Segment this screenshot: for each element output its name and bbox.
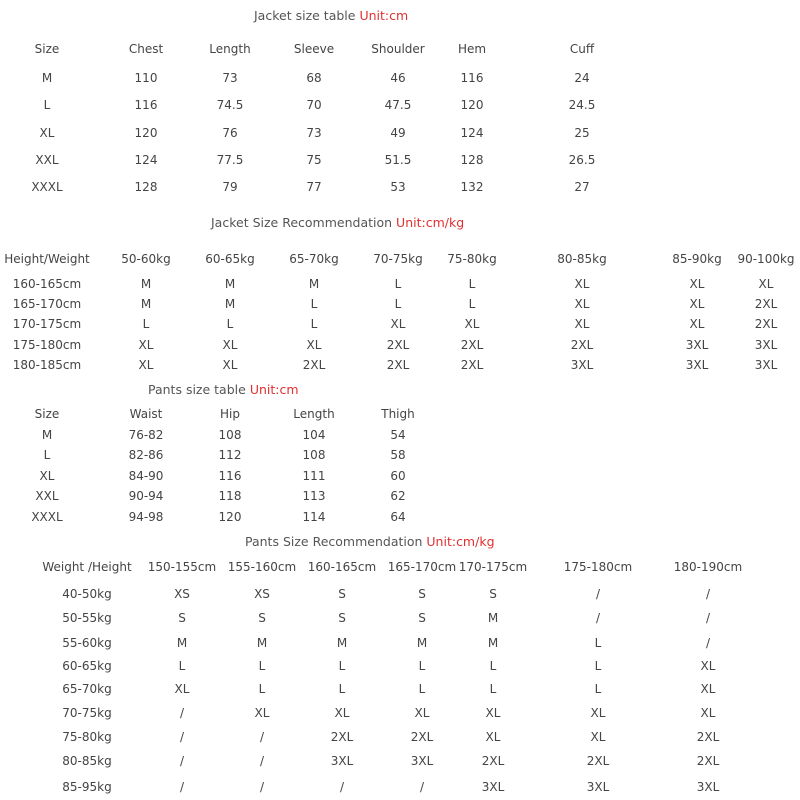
table-cell: / bbox=[705, 636, 711, 650]
column-header: Size bbox=[34, 42, 60, 56]
table-cell: L bbox=[142, 317, 150, 331]
table-cell: 120 bbox=[218, 510, 242, 524]
table-cell: 74.5 bbox=[216, 98, 244, 112]
column-header: 150-155cm bbox=[147, 560, 217, 574]
column-header: 70-75kg bbox=[373, 252, 423, 266]
table-cell: M bbox=[487, 611, 499, 625]
table-cell: 47.5 bbox=[384, 98, 412, 112]
table-cell: 104 bbox=[302, 428, 326, 442]
table-cell: 3XL bbox=[570, 358, 594, 372]
row-header: XXXL bbox=[31, 510, 63, 524]
table-cell: 2XL bbox=[302, 358, 326, 372]
table-cell: 108 bbox=[218, 428, 242, 442]
table-cell: L bbox=[594, 659, 602, 673]
table-cell: 2XL bbox=[386, 358, 410, 372]
row-header: 85-95kg bbox=[62, 780, 112, 794]
table-cell: L bbox=[489, 682, 497, 696]
table-cell: / bbox=[179, 780, 185, 794]
table-cell: 58 bbox=[390, 448, 406, 462]
table-cell: 79 bbox=[222, 180, 238, 194]
column-header: Length bbox=[209, 42, 251, 56]
table-cell: 3XL bbox=[754, 338, 778, 352]
table-cell: 64 bbox=[390, 510, 406, 524]
table-cell: M bbox=[256, 636, 268, 650]
row-header: 55-60kg bbox=[62, 636, 112, 650]
table-cell: XL bbox=[138, 358, 154, 372]
table-cell: 132 bbox=[460, 180, 484, 194]
table-cell: L bbox=[468, 297, 476, 311]
column-header: 60-65kg bbox=[205, 252, 255, 266]
table-cell: 3XL bbox=[410, 754, 434, 768]
table-cell: XL bbox=[574, 277, 590, 291]
row-header: 40-50kg bbox=[62, 587, 112, 601]
table-cell: XL bbox=[254, 706, 270, 720]
row-header: L bbox=[43, 448, 51, 462]
table-cell: XL bbox=[574, 297, 590, 311]
table-cell: 49 bbox=[390, 126, 406, 140]
table-cell: M bbox=[224, 297, 236, 311]
column-header: Hip bbox=[220, 407, 240, 421]
table-cell: 2XL bbox=[586, 754, 610, 768]
table-cell: XL bbox=[574, 317, 590, 331]
column-header: 170-175cm bbox=[458, 560, 528, 574]
table-cell: 46 bbox=[390, 71, 406, 85]
table-cell: 124 bbox=[134, 153, 158, 167]
table-cell: / bbox=[595, 587, 601, 601]
table-cell: 3XL bbox=[481, 780, 505, 794]
column-header: 50-60kg bbox=[121, 252, 171, 266]
column-header: 90-100kg bbox=[737, 252, 795, 266]
table-cell: XL bbox=[758, 277, 774, 291]
table-cell: XL bbox=[390, 317, 406, 331]
table-cell: 128 bbox=[460, 153, 484, 167]
table-cell: L bbox=[226, 317, 234, 331]
table-cell: S bbox=[338, 611, 346, 625]
table-cell: / bbox=[705, 611, 711, 625]
table-cell: 76 bbox=[222, 126, 238, 140]
row-header: L bbox=[43, 98, 51, 112]
table-cell: XL bbox=[700, 659, 716, 673]
unit-label: Unit:cm/kg bbox=[396, 215, 465, 230]
table-cell: S bbox=[418, 587, 426, 601]
table-cell: L bbox=[418, 682, 426, 696]
table-cell: 94-98 bbox=[128, 510, 164, 524]
column-header: 155-160cm bbox=[227, 560, 297, 574]
title-text: Pants Size Recommendation bbox=[245, 534, 423, 549]
table-cell: 2XL bbox=[754, 297, 778, 311]
column-header: 180-190cm bbox=[673, 560, 743, 574]
table-cell: 116 bbox=[460, 71, 484, 85]
table-cell: 2XL bbox=[460, 358, 484, 372]
jacket-size-table-title bbox=[254, 8, 408, 23]
table-cell: 3XL bbox=[330, 754, 354, 768]
table-cell: 70 bbox=[306, 98, 322, 112]
title-text: Pants size table bbox=[148, 382, 246, 397]
table-cell: 77.5 bbox=[216, 153, 244, 167]
table-cell: 120 bbox=[134, 126, 158, 140]
table-cell: 62 bbox=[390, 489, 406, 503]
table-cell: 2XL bbox=[570, 338, 594, 352]
table-cell: 73 bbox=[222, 71, 238, 85]
table-cell: 51.5 bbox=[384, 153, 412, 167]
row-header: 50-55kg bbox=[62, 611, 112, 625]
column-header: Height/Weight bbox=[4, 252, 90, 266]
column-header: 160-165cm bbox=[307, 560, 377, 574]
unit-label: Unit:cm bbox=[249, 382, 299, 397]
column-header: 175-180cm bbox=[563, 560, 633, 574]
row-header: 75-80kg bbox=[62, 730, 112, 744]
row-header: 170-175cm bbox=[12, 317, 82, 331]
table-cell: XL bbox=[334, 706, 350, 720]
table-cell: 120 bbox=[460, 98, 484, 112]
table-cell: XL bbox=[138, 338, 154, 352]
column-header: Thigh bbox=[381, 407, 415, 421]
table-cell: 2XL bbox=[460, 338, 484, 352]
table-cell: L bbox=[594, 682, 602, 696]
column-header: Sleeve bbox=[293, 42, 335, 56]
table-cell: M bbox=[308, 277, 320, 291]
table-cell: 3XL bbox=[685, 338, 709, 352]
row-header: XXL bbox=[35, 489, 59, 503]
column-header: 165-170cm bbox=[387, 560, 457, 574]
table-cell: 3XL bbox=[586, 780, 610, 794]
row-header: M bbox=[41, 428, 53, 442]
table-cell: XS bbox=[254, 587, 270, 601]
column-header: Waist bbox=[129, 407, 163, 421]
table-cell: 60 bbox=[390, 469, 406, 483]
table-cell: L bbox=[258, 659, 266, 673]
table-cell: M bbox=[140, 277, 152, 291]
table-cell: XL bbox=[414, 706, 430, 720]
title-text: Jacket Size Recommendation bbox=[211, 215, 393, 230]
pants-size-recommendation-title bbox=[245, 534, 495, 549]
table-cell: M bbox=[176, 636, 188, 650]
table-cell: S bbox=[338, 587, 346, 601]
table-cell: 112 bbox=[218, 448, 242, 462]
table-cell: 24.5 bbox=[568, 98, 596, 112]
table-cell: L bbox=[418, 659, 426, 673]
table-cell: XS bbox=[174, 587, 190, 601]
table-cell: XL bbox=[222, 358, 238, 372]
table-cell: XL bbox=[464, 317, 480, 331]
table-cell: 2XL bbox=[410, 730, 434, 744]
column-header: Shoulder bbox=[371, 42, 425, 56]
row-header: XL bbox=[39, 469, 55, 483]
table-cell: XL bbox=[485, 730, 501, 744]
table-cell: 113 bbox=[302, 489, 326, 503]
table-cell: XL bbox=[306, 338, 322, 352]
table-cell: / bbox=[259, 754, 265, 768]
table-cell: 128 bbox=[134, 180, 158, 194]
table-cell: S bbox=[418, 611, 426, 625]
table-cell: / bbox=[339, 780, 345, 794]
table-cell: XL bbox=[689, 317, 705, 331]
table-cell: M bbox=[336, 636, 348, 650]
table-cell: 77 bbox=[306, 180, 322, 194]
table-cell: 3XL bbox=[685, 358, 709, 372]
table-cell: 124 bbox=[460, 126, 484, 140]
table-cell: 114 bbox=[302, 510, 326, 524]
row-header: 70-75kg bbox=[62, 706, 112, 720]
jacket-size-recommendation-title bbox=[211, 215, 464, 230]
table-cell: S bbox=[258, 611, 266, 625]
table-cell: L bbox=[178, 659, 186, 673]
column-header: Weight /Height bbox=[42, 560, 132, 574]
table-cell: 84-90 bbox=[128, 469, 164, 483]
column-header: Hem bbox=[457, 42, 487, 56]
table-cell: XL bbox=[689, 277, 705, 291]
table-cell: L bbox=[258, 682, 266, 696]
table-cell: / bbox=[259, 780, 265, 794]
table-cell: L bbox=[310, 297, 318, 311]
row-header: XL bbox=[39, 126, 55, 140]
table-cell: 26.5 bbox=[568, 153, 596, 167]
row-header: M bbox=[41, 71, 53, 85]
unit-label: Unit:cm/kg bbox=[426, 534, 495, 549]
table-cell: 82-86 bbox=[128, 448, 164, 462]
row-header: 65-70kg bbox=[62, 682, 112, 696]
table-cell: 118 bbox=[218, 489, 242, 503]
table-cell: XL bbox=[689, 297, 705, 311]
table-cell: 54 bbox=[390, 428, 406, 442]
table-cell: XL bbox=[485, 706, 501, 720]
unit-label: Unit:cm bbox=[359, 8, 409, 23]
table-cell: XL bbox=[174, 682, 190, 696]
table-cell: 2XL bbox=[330, 730, 354, 744]
table-cell: / bbox=[419, 780, 425, 794]
table-cell: 2XL bbox=[386, 338, 410, 352]
table-cell: L bbox=[338, 659, 346, 673]
column-header: Cuff bbox=[569, 42, 595, 56]
table-cell: M bbox=[224, 277, 236, 291]
table-cell: S bbox=[178, 611, 186, 625]
table-cell: XL bbox=[222, 338, 238, 352]
table-cell: XL bbox=[700, 682, 716, 696]
row-header: 180-185cm bbox=[12, 358, 82, 372]
table-cell: L bbox=[594, 636, 602, 650]
table-cell: / bbox=[595, 611, 601, 625]
table-cell: L bbox=[310, 317, 318, 331]
pants-size-table-title bbox=[148, 382, 299, 397]
table-cell: XL bbox=[590, 706, 606, 720]
row-header: 175-180cm bbox=[12, 338, 82, 352]
table-cell: / bbox=[179, 754, 185, 768]
column-header: Length bbox=[293, 407, 335, 421]
table-cell: L bbox=[489, 659, 497, 673]
table-cell: 27 bbox=[574, 180, 590, 194]
table-cell: / bbox=[705, 587, 711, 601]
table-cell: 53 bbox=[390, 180, 406, 194]
row-header: XXXL bbox=[31, 180, 63, 194]
table-cell: L bbox=[394, 277, 402, 291]
table-cell: 75 bbox=[306, 153, 322, 167]
table-cell: 116 bbox=[218, 469, 242, 483]
table-cell: M bbox=[487, 636, 499, 650]
row-header: 80-85kg bbox=[62, 754, 112, 768]
column-header: 75-80kg bbox=[447, 252, 497, 266]
table-cell: 110 bbox=[134, 71, 158, 85]
row-header: 60-65kg bbox=[62, 659, 112, 673]
table-cell: XL bbox=[590, 730, 606, 744]
table-cell: 3XL bbox=[696, 780, 720, 794]
table-cell: 76-82 bbox=[128, 428, 164, 442]
table-cell: 68 bbox=[306, 71, 322, 85]
table-cell: L bbox=[468, 277, 476, 291]
table-cell: 90-94 bbox=[128, 489, 164, 503]
table-cell: S bbox=[489, 587, 497, 601]
table-cell: 24 bbox=[574, 71, 590, 85]
table-cell: 2XL bbox=[696, 754, 720, 768]
table-cell: 111 bbox=[302, 469, 326, 483]
table-cell: L bbox=[338, 682, 346, 696]
table-cell: M bbox=[416, 636, 428, 650]
table-cell: 3XL bbox=[754, 358, 778, 372]
table-cell: 2XL bbox=[481, 754, 505, 768]
table-cell: 2XL bbox=[754, 317, 778, 331]
table-cell: 116 bbox=[134, 98, 158, 112]
table-cell: 25 bbox=[574, 126, 590, 140]
table-cell: / bbox=[259, 730, 265, 744]
row-header: XXL bbox=[35, 153, 59, 167]
table-cell: XL bbox=[700, 706, 716, 720]
row-header: 160-165cm bbox=[12, 277, 82, 291]
column-header: 85-90kg bbox=[672, 252, 722, 266]
table-cell: 2XL bbox=[696, 730, 720, 744]
column-header: Size bbox=[34, 407, 60, 421]
table-cell: L bbox=[394, 297, 402, 311]
column-header: 65-70kg bbox=[289, 252, 339, 266]
table-cell: M bbox=[140, 297, 152, 311]
column-header: 80-85kg bbox=[557, 252, 607, 266]
table-cell: / bbox=[179, 730, 185, 744]
title-text: Jacket size table bbox=[254, 8, 356, 23]
table-cell: 108 bbox=[302, 448, 326, 462]
column-header: Chest bbox=[128, 42, 164, 56]
row-header: 165-170cm bbox=[12, 297, 82, 311]
table-cell: / bbox=[179, 706, 185, 720]
table-cell: 73 bbox=[306, 126, 322, 140]
